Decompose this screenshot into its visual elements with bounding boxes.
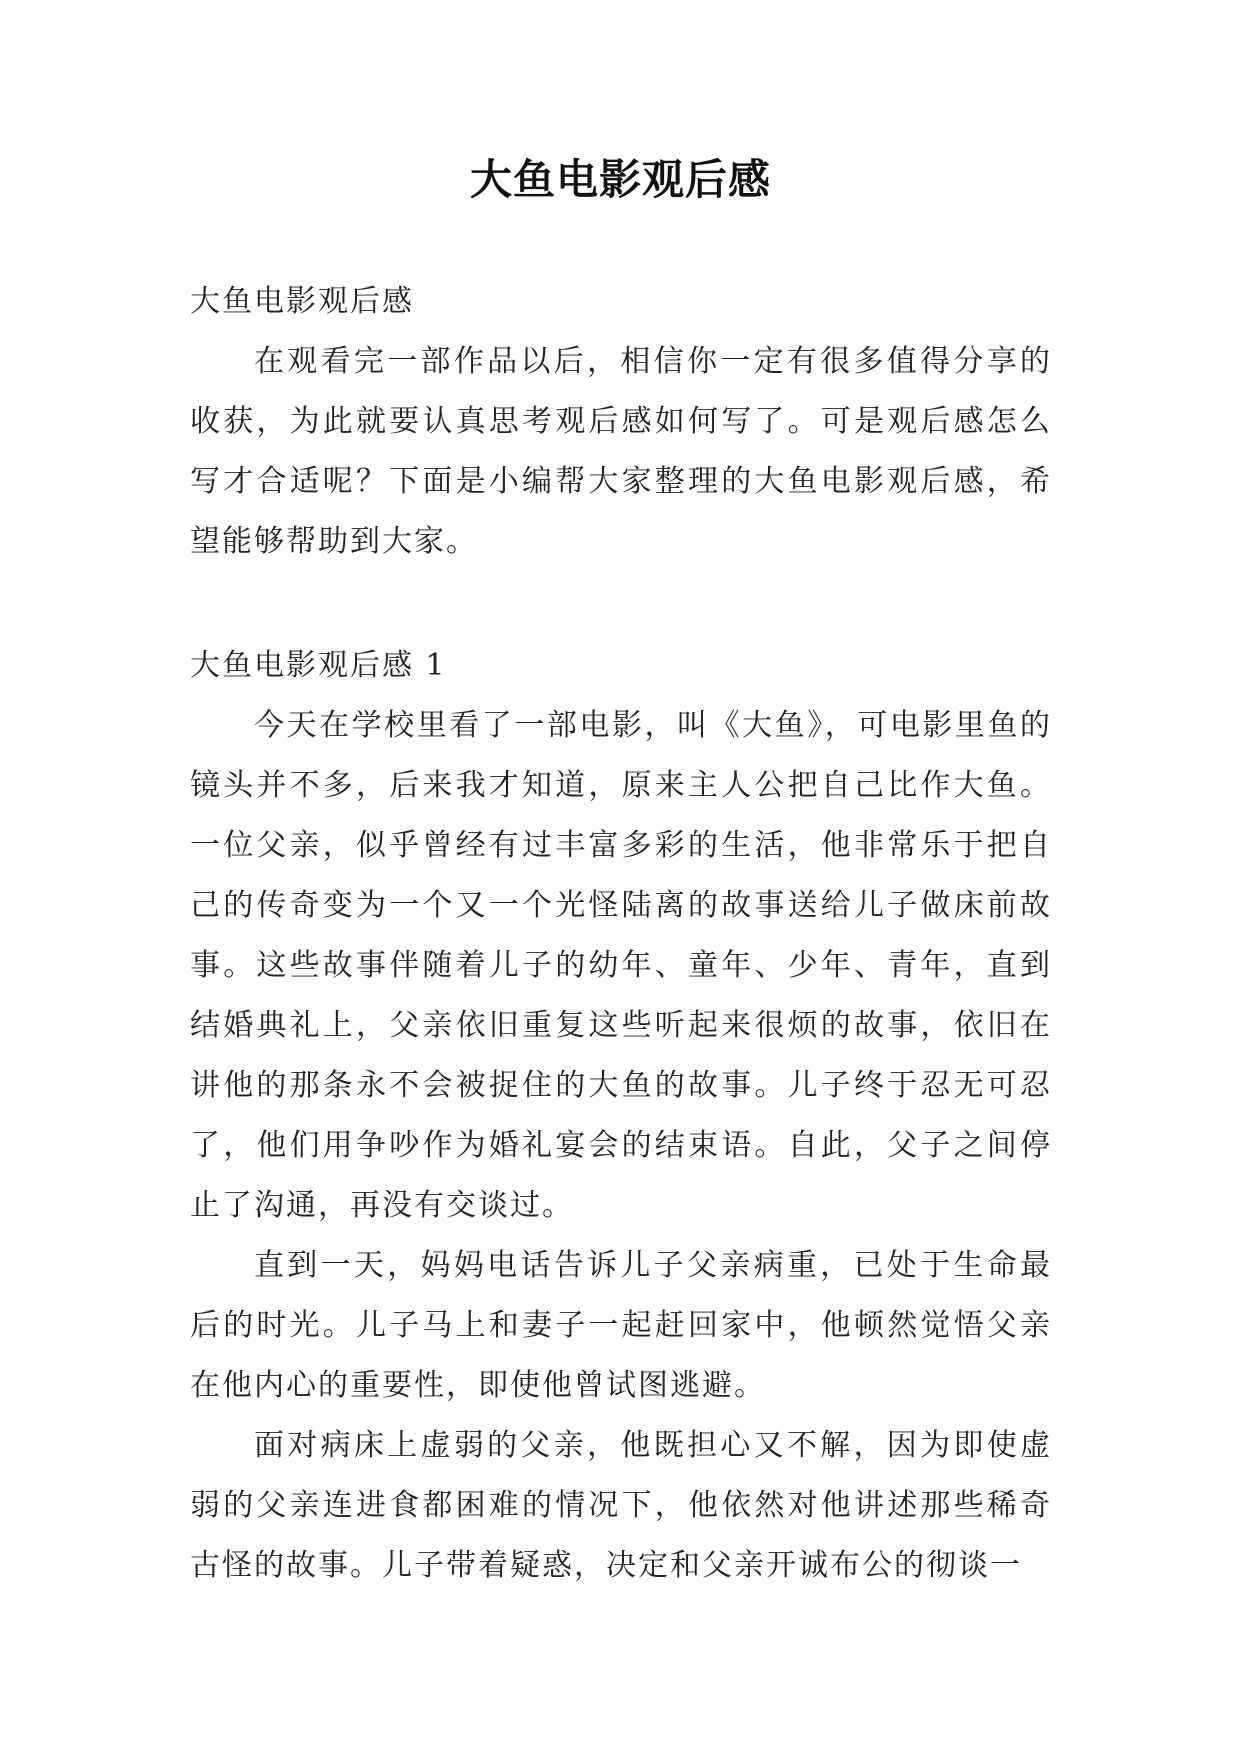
section-1-paragraph-1: 今天在学校里看了一部电影，叫《大鱼》，可电影里鱼的镜头并不多，后来我才知道，原来主人公把自己比作大鱼。一位父亲，似乎曾经有过丰富多彩的生活，他非常乐于把自己的传奇变为一个又一个光怪陆离的故事送给儿子做床前故事。这些故事伴随着儿子的幼年、童年、少年、青年，直到结婚典礼上，父亲依旧重复这些听起来很烦的故事，依旧在讲他的那条永不会被捉住的大鱼的故事。儿子终于忍无可忍了，他们用争吵作为婚礼宴会的结束语。自此，父子之间停止了沟通，再没有交谈过。 xyxy=(190,708,1052,1223)
section-1 xyxy=(190,636,1052,1596)
document-title: 大鱼电影观后感 xyxy=(469,155,771,204)
section-1-paragraph-2: 直到一天，妈妈电话告诉儿子父亲病重，已处于生命最后的时光。儿子马上和妻子一起赶回家中，他顿然觉悟父亲在他内心的重要性，即使他曾试图逃避。 xyxy=(190,1248,1052,1403)
intro-heading: 大鱼电影观后感 xyxy=(190,284,414,319)
section-1-paragraph-3: 面对病床上虚弱的父亲，他既担心又不解，因为即使虚弱的父亲连进食都困难的情况下，他依然对他讲述那些稀奇古怪的故事。儿子带着疑惑，决定和父亲开诚布公的彻谈一 xyxy=(190,1428,1052,1583)
intro-paragraph: 在观看完一部作品以后，相信你一定有很多值得分享的收获，为此就要认真思考观后感如何写了。可是观后感怎么写才合适呢？下面是小编帮大家整理的大鱼电影观后感，希望能够帮助到大家。 xyxy=(190,344,1052,559)
intro-section xyxy=(190,272,1052,572)
section-1-heading: 大鱼电影观后感 1 xyxy=(190,648,447,683)
